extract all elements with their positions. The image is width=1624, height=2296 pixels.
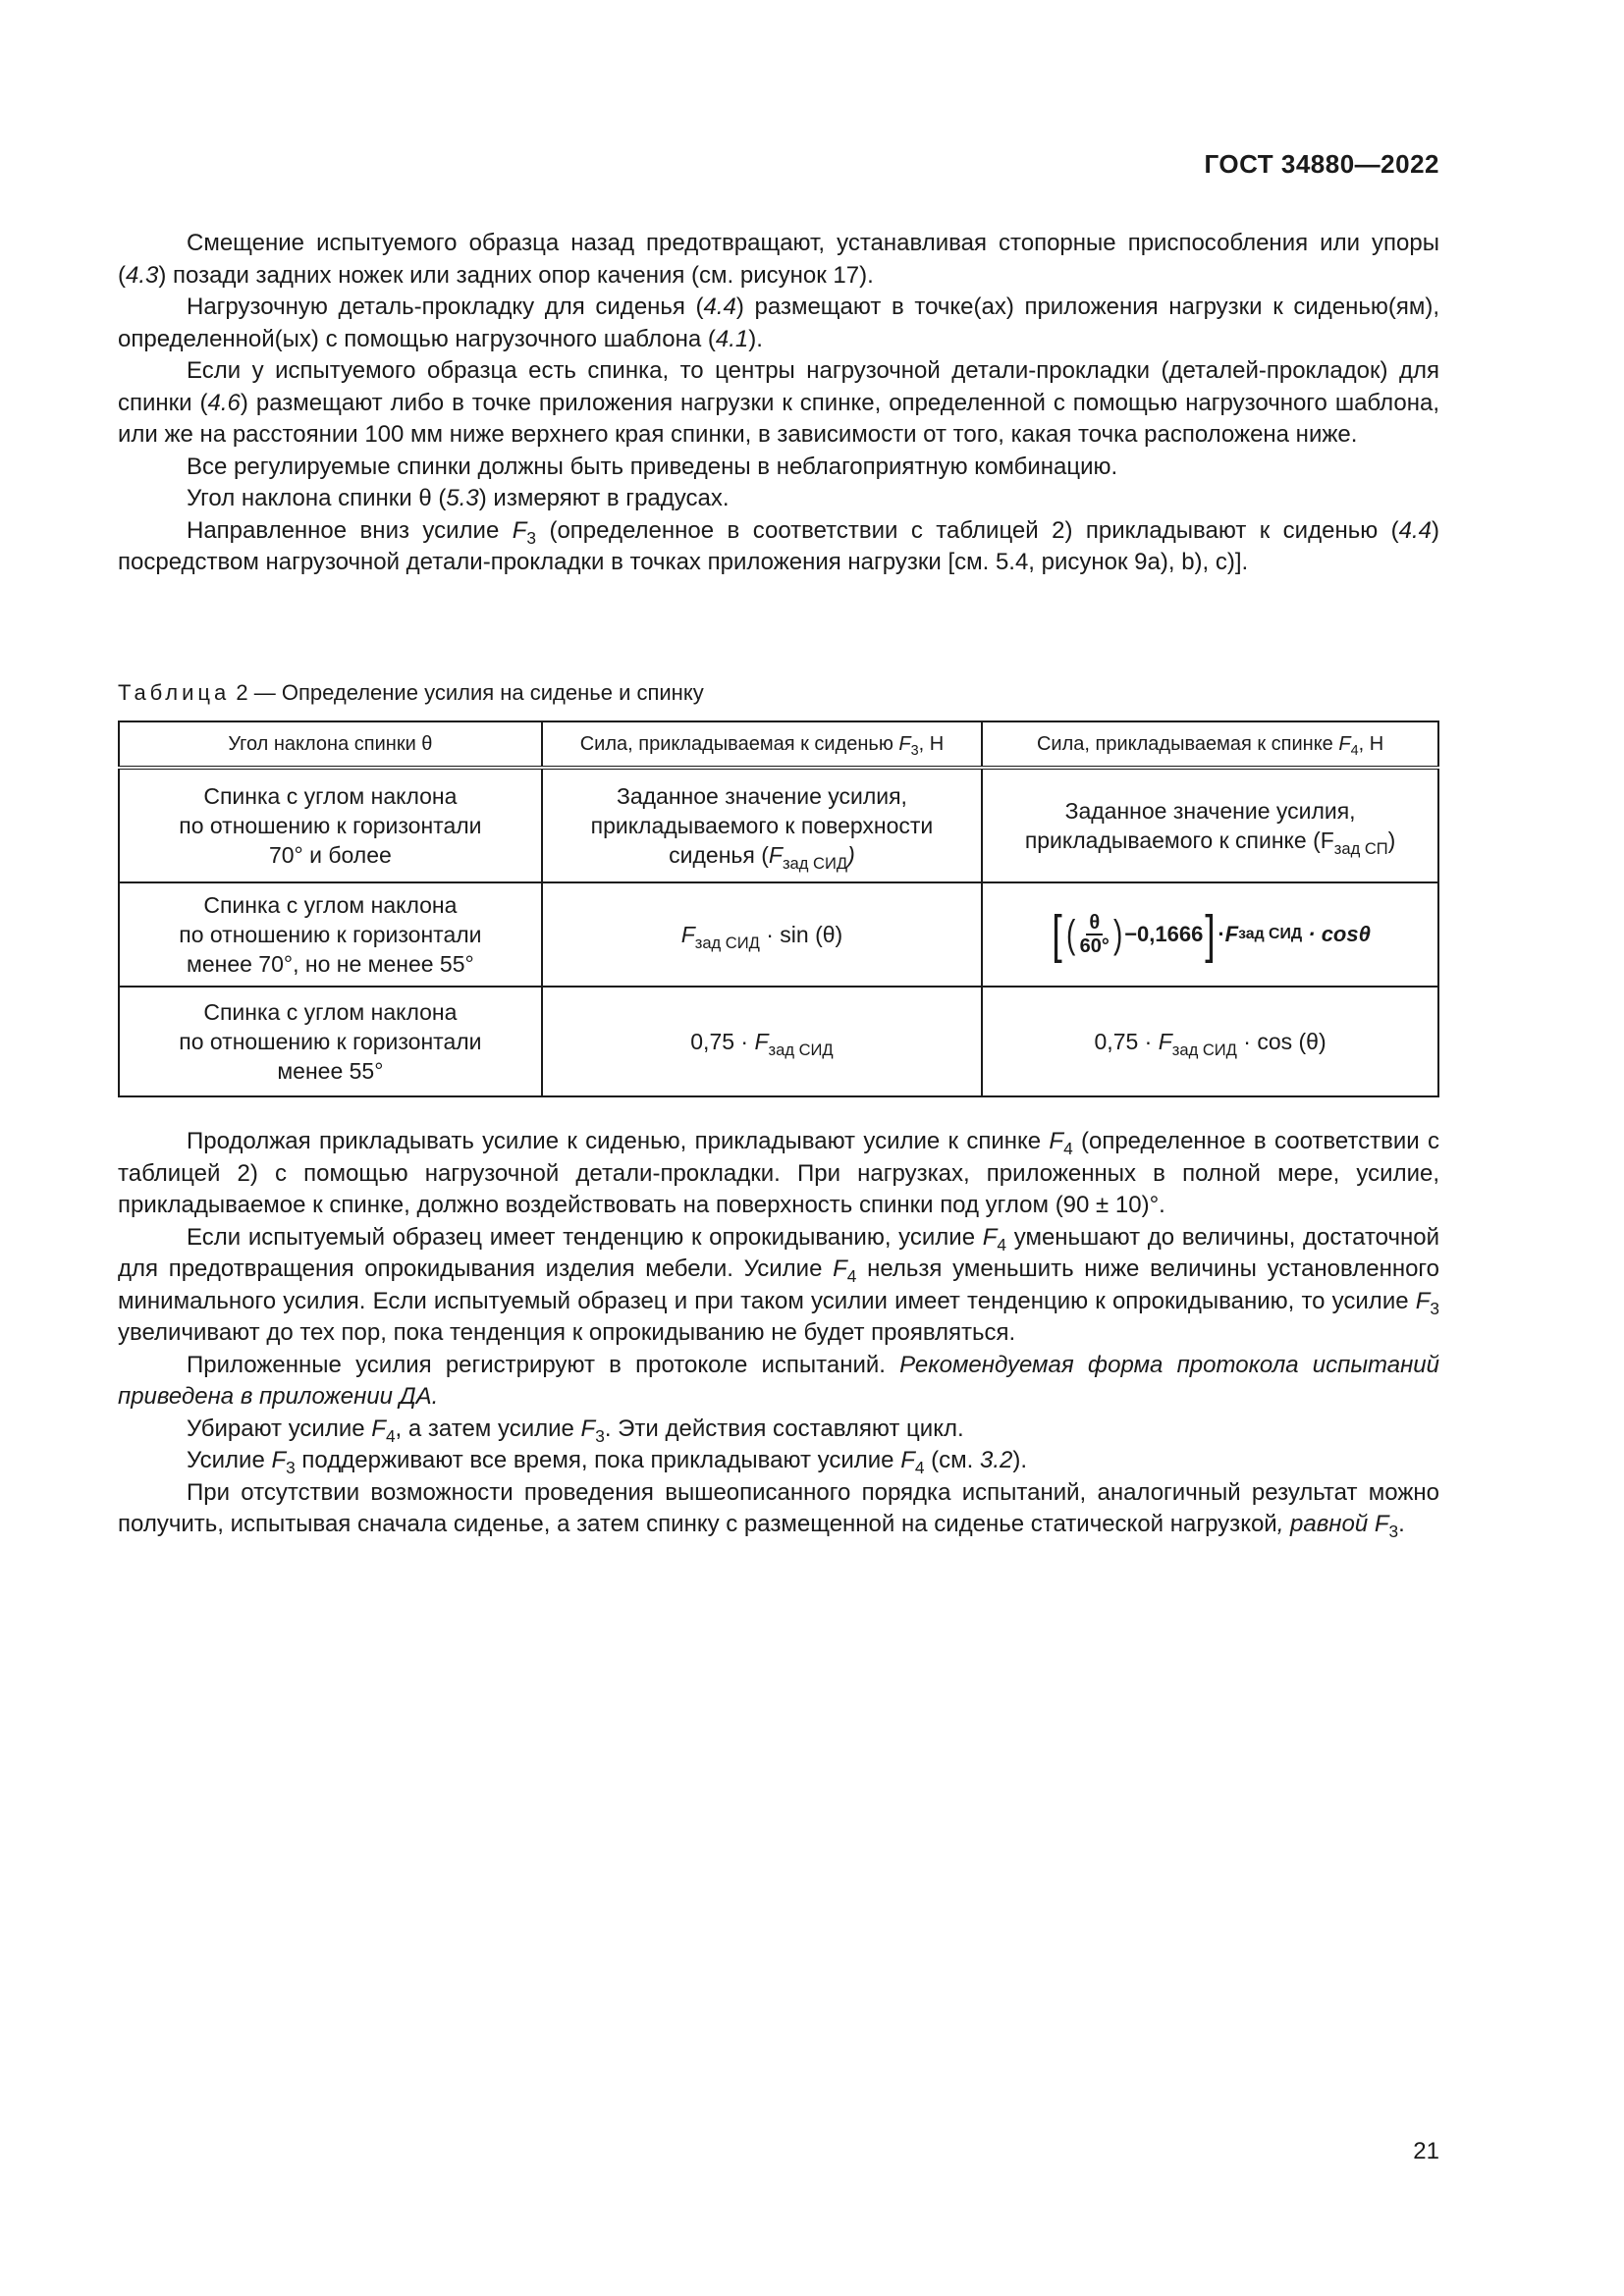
paragraph: При отсутствии возможности проведения вышеописанного порядка испытаний, аналогичный результат можно получить, испытывая сначала сиденье, а затем спинку с размещенной на сиденье статической нагрузкой, равной $F_3$. — [118, 1478, 1439, 1542]
paragraph: Все регулируемые спинки должны быть приведены в неблагоприятную комбинацию. — [187, 453, 1118, 480]
cell-seat-force: $F_{зад СИД} \cdot \sin (\theta)$ — [542, 882, 982, 987]
header-angle: Угол наклона спинки θ — [119, 721, 542, 768]
fraction: $\frac{\theta}{60^\circ}$ — [1079, 912, 1110, 957]
paragraph: Угол наклона спинки θ (5.3) измеряют в градусах. — [187, 485, 730, 511]
paragraph: Убирают усилие $F_4$, а затем усилие $F_3$. Эти действия составляют цикл. — [187, 1415, 964, 1446]
page-number: 21 — [1413, 2138, 1439, 2164]
header-back-force: Сила, прикладываемая к спинке $F_4$, Н — [982, 721, 1438, 768]
cell-back-force — [982, 882, 1438, 987]
back-force-formula: [ ( $\frac{\theta}{60^\circ}$ ) −0,1666 ] · F зад СИД · cosθ — [1052, 905, 1371, 964]
table-row — [119, 882, 1438, 987]
cell-angle: Спинка с углом наклона по отношению к горизонтали менее 55° — [119, 987, 542, 1096]
body-text-top — [118, 228, 1439, 579]
cell-back-force: Заданное значение усилия, прикладываемого к спинке $(F_{зад СП})$ — [982, 768, 1438, 882]
paragraph: Смещение испытуемого образца назад предотвращают, устанавливая стопорные приспособления или упоры (4.3) позади задних ножек или задних опор качения (см. рисунок 17). — [118, 230, 1439, 289]
force-table — [118, 721, 1439, 1097]
paragraph: Приложенные усилия регистрируют в протоколе испытаний. Рекомендуемая форма протокола испытаний приведена в приложении ДА. — [118, 1351, 1439, 1410]
cell-seat-force: $0,75 \cdot F_{зад СИД}$ — [542, 987, 982, 1096]
table-row — [119, 987, 1438, 1096]
paragraph: Усилие $F_3$ поддерживают все время, пока прикладывают усилие $F_4$ (см. 3.2). — [187, 1447, 1028, 1478]
paragraph: Если у испытуемого образца есть спинка, то центры нагрузочной детали-прокладки (деталей-прокладок) для спинки (4.6) размещают либо в точке приложения нагрузки к спинке, определенной с помощью нагрузочного шаблона, или же на расстоянии 100 мм ниже верхнего края спинки, в зависимости от того, какая точка расположена ниже. — [118, 357, 1439, 448]
paragraph: Направленное вниз усилие $F_3$ (определенное в соответствии с таблицей 2) прикладывают к сиденью (4.4) посредством нагрузочной детали-прокладки в точках приложения нагрузки [см. 5.4, рисунок 9а), b), c)]. — [118, 516, 1440, 575]
paragraph: Если испытуемый образец имеет тенденцию к опрокидыванию, усилие $F_4$ уменьшают до величины, достаточной для предотвращения опрокидывания изделия мебели. Усилие $F_4$ нельзя уменьшить ниже величины установленного минимального усилия. Если испытуемый образец и при таком усилии имеет тенденцию к опрокидыванию, то усилие $F_3$ увеличивают до тех пор, пока тенденция к опрокидыванию не будет проявляться. — [118, 1223, 1440, 1346]
table-row — [119, 768, 1438, 882]
table-caption: Таблица 2 — Определение усилия на сиденье и спинку — [118, 680, 704, 705]
cell-seat-force: Заданное значение усилия, прикладываемого к поверхности сиденья $(F_{зад СИД})$ — [542, 768, 982, 882]
cell-back-force: $0,75 \cdot F_{зад СИД} \cdot \cos (\theta)$ — [982, 987, 1438, 1096]
document-header: ГОСТ 34880—2022 — [1204, 149, 1439, 179]
paragraph: Продолжая прикладывать усилие к сиденью, прикладывают усилие к спинке $F_4$ (определенное в соответствии с таблицей 2) с помощью нагрузочной детали-прокладки. При нагрузках, приложенных в полной мере, усилие, прикладываемое к спинке, должно воздействовать на поверхность спинки под углом (90 ± 10)°. — [118, 1128, 1439, 1218]
table-header-row — [119, 721, 1438, 768]
body-text-bottom — [118, 1126, 1439, 1541]
paragraph: Нагрузочную деталь-прокладку для сиденья (4.4) размещают в точке(ах) приложения нагрузки к сиденью(ям), определенной(ых) с помощью нагрузочного шаблона (4.1). — [118, 294, 1439, 352]
header-seat-force: Сила, прикладываемая к сиденью $F_3$, Н — [542, 721, 982, 768]
cell-angle: Спинка с углом наклона по отношению к горизонтали 70° и более — [119, 768, 542, 882]
cell-angle: Спинка с углом наклона по отношению к горизонтали менее 70°, но не менее 55° — [119, 882, 542, 987]
